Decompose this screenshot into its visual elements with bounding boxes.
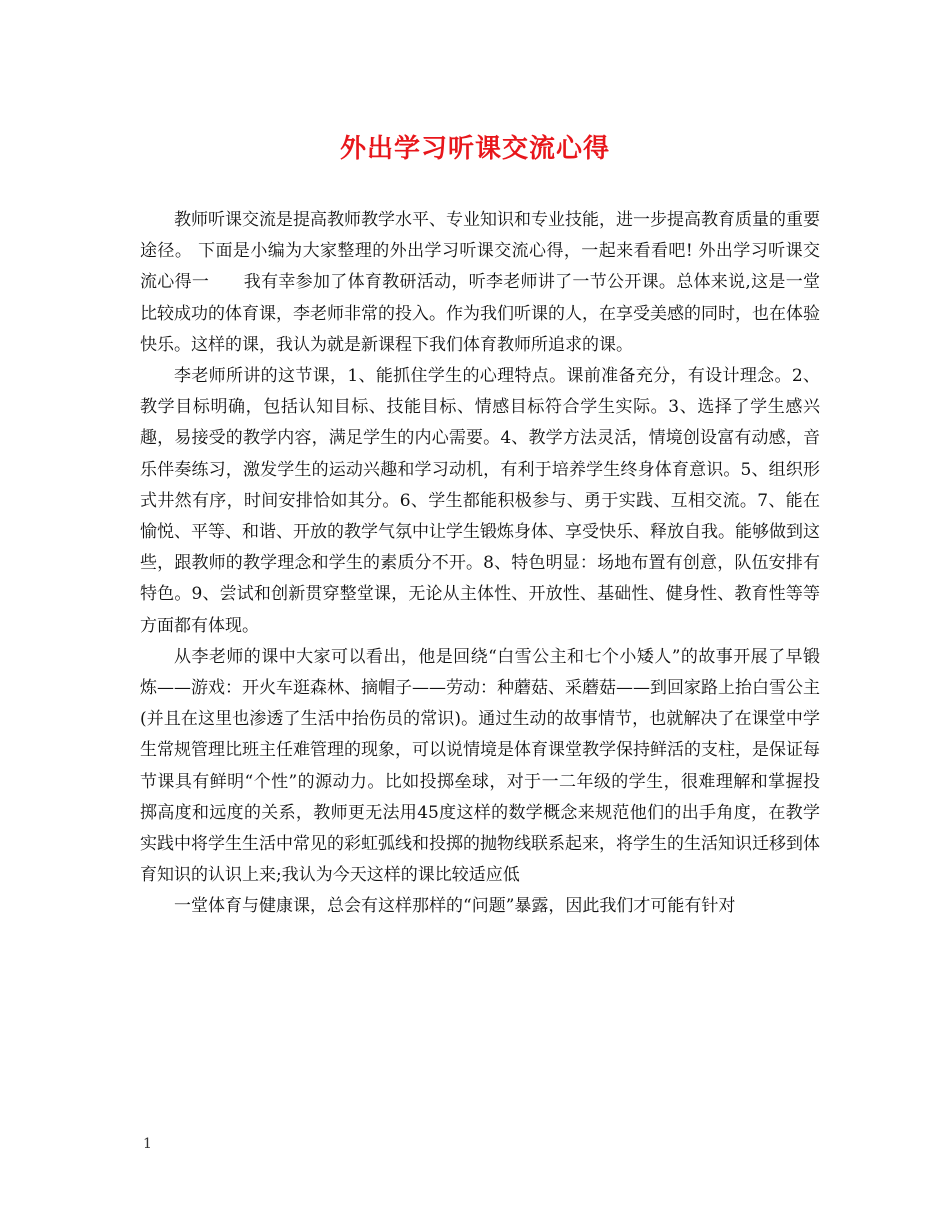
page-title: 外出学习听课交流心得 (339, 134, 610, 164)
document-body (140, 205, 820, 923)
paragraph-4: 一堂体育与健康课，总会有这样那样的“问题”暴露，因此我们才可能有针对 (174, 896, 736, 917)
paragraph-2: 李老师所讲的这节课，1、能抓住学生的心理特点。课前准备充分，有设计理念。2、教学目标明确，包括认知目标、技能目标、情感目标符合学生实际。3、选择了学生感兴趣，易接受的教学内容，满足学生的内心需要。4、教学方法灵活，情境创设富有动感，音乐伴奏练习，激发学生的运动兴趣和学习动机，有利于培养学生终身体育意识。5、组织形式井然有序，时间安排恰如其分。6、学生都能积极参与、勇于实践、互相交流。7、能在愉悦、平等、和谐、开放的教学气氛中让学生锻炼身体、享受快乐、释放自我。能够做到这些，跟教师的教学理念和学生的素质分不开。8、特色明显：场地布置有创意，队伍安排有特色。9、尝试和创新贯穿整堂课，无论从主体性、开放性、基础性、健身性、教育性等等方面都有体现。 (140, 366, 820, 636)
paragraph-1: 教师听课交流是提高教师教学水平、专业知识和专业技能，进一步提高教育质量的重要途径。 下面是小编为大家整理的外出学习听课交流心得，一起来看看吧! 外出学习听课交流心得一 我有幸参加了体育教研活动，听李老师讲了一节公开课。总体来说,这是一堂比较成功的体育课，李老师非常的投入。作为我们听课的人，在享受美感的同时，也在体验快乐。这样的课，我认为就是新课程下我们体育教师所追求的课。 (140, 210, 820, 355)
page-number: 1 (143, 1136, 152, 1152)
paragraph-3: 从李老师的课中大家可以看出，他是回绕“白雪公主和七个小矮人”的故事开展了早锻炼——游戏：开火车逛森林、摘帽子——劳动：种蘑菇、采蘑菇——到回家路上抬白雪公主(并且在这里也渗透了生活中抬伤员的常识)。通过生动的故事情节，也就解决了在课堂中学生常规管理比班主任难管理的现象，可以说情境是体育课堂教学保持鲜活的支柱，是保证每节课具有鲜明“个性”的源动力。比如投掷垒球，对于一二年级的学生，很难理解和掌握投掷高度和远度的关系，教师更无法用45度这样的数学概念来规范他们的出手角度，在教学实践中将学生生活中常见的彩虹弧线和投掷的抛物线联系起来，将学生的生活知识迁移到体育知识的认识上来;我认为今天这样的课比较适应低 (140, 646, 820, 886)
